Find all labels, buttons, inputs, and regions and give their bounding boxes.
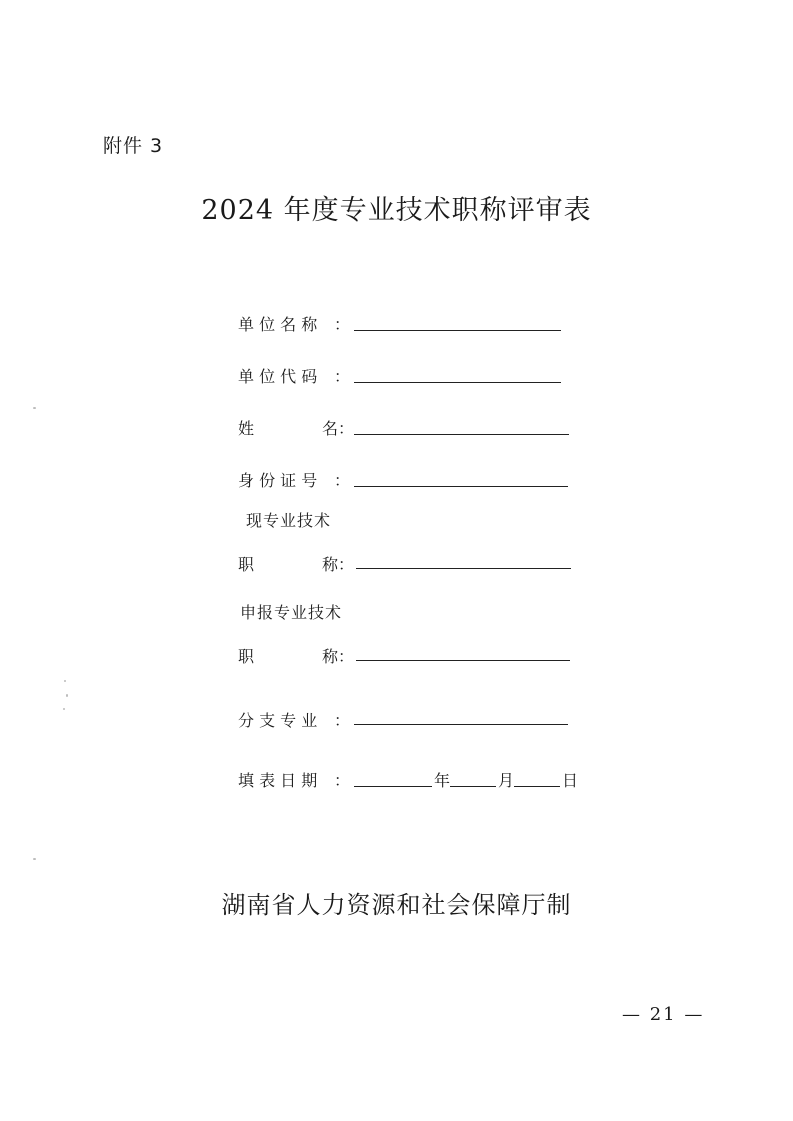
applied-title-colon: ：	[338, 647, 355, 666]
unit-code-label: 单 位 代 码	[238, 367, 318, 386]
unit-name-label: 单 位 名 称	[238, 315, 318, 334]
unit-name-field[interactable]	[354, 330, 561, 331]
unit-code-colon: ：	[334, 367, 351, 386]
name-colon: ：	[338, 419, 355, 438]
fill-date-day-field[interactable]	[514, 786, 560, 787]
fill-date-year-field[interactable]	[354, 786, 432, 787]
scan-speck	[33, 407, 36, 409]
specialty-field[interactable]	[354, 724, 568, 725]
specialty-label: 分 支 专 业	[238, 711, 318, 730]
fill-date-year-unit: 年	[434, 771, 451, 790]
current-title-row	[238, 552, 578, 574]
scan-speck	[64, 680, 66, 682]
unit-code-row	[238, 364, 578, 386]
current-title-label-second: 称	[322, 555, 339, 574]
id-number-field[interactable]	[354, 486, 568, 487]
applied-title-row	[238, 644, 578, 666]
scan-speck	[63, 708, 65, 710]
specialty-row	[238, 708, 578, 730]
applied-title-label-second: 称	[322, 647, 339, 666]
specialty-colon: ：	[334, 711, 351, 730]
fill-date-label: 填 表 日 期	[238, 771, 318, 790]
name-label-first: 姓	[238, 419, 255, 438]
id-number-label: 身 份 证 号	[238, 471, 318, 490]
unit-name-colon: ：	[334, 315, 351, 334]
name-field[interactable]	[354, 434, 569, 435]
page-title: 2024 年度专业技术职称评审表	[201, 195, 592, 226]
fill-date-month-unit: 月	[498, 771, 515, 790]
fill-date-row	[238, 768, 583, 790]
page-number: — 21 —	[622, 1004, 705, 1025]
applied-title-prefix: 申报专业技术	[240, 603, 343, 622]
unit-code-field[interactable]	[354, 382, 561, 383]
current-title-colon: ：	[338, 555, 355, 574]
unit-name-row	[238, 312, 578, 334]
scan-speck	[33, 858, 36, 860]
scan-speck	[66, 694, 68, 697]
applied-title-label-first: 职	[238, 647, 255, 666]
fill-date-month-field[interactable]	[450, 786, 496, 787]
name-label-second: 名	[322, 419, 339, 438]
id-number-colon: ：	[334, 471, 351, 490]
name-row	[238, 416, 578, 438]
attachment-label: 附件 3	[103, 135, 164, 157]
fill-date-colon: ：	[334, 771, 351, 790]
id-number-row	[238, 468, 578, 490]
current-title-prefix: 现专业技术	[246, 511, 332, 530]
issuer-text: 湖南省人力资源和社会保障厅制	[221, 891, 572, 919]
current-title-label-first: 职	[238, 555, 255, 574]
fill-date-day-unit: 日	[562, 771, 579, 790]
current-title-field[interactable]	[356, 568, 571, 569]
applied-title-field[interactable]	[356, 660, 570, 661]
